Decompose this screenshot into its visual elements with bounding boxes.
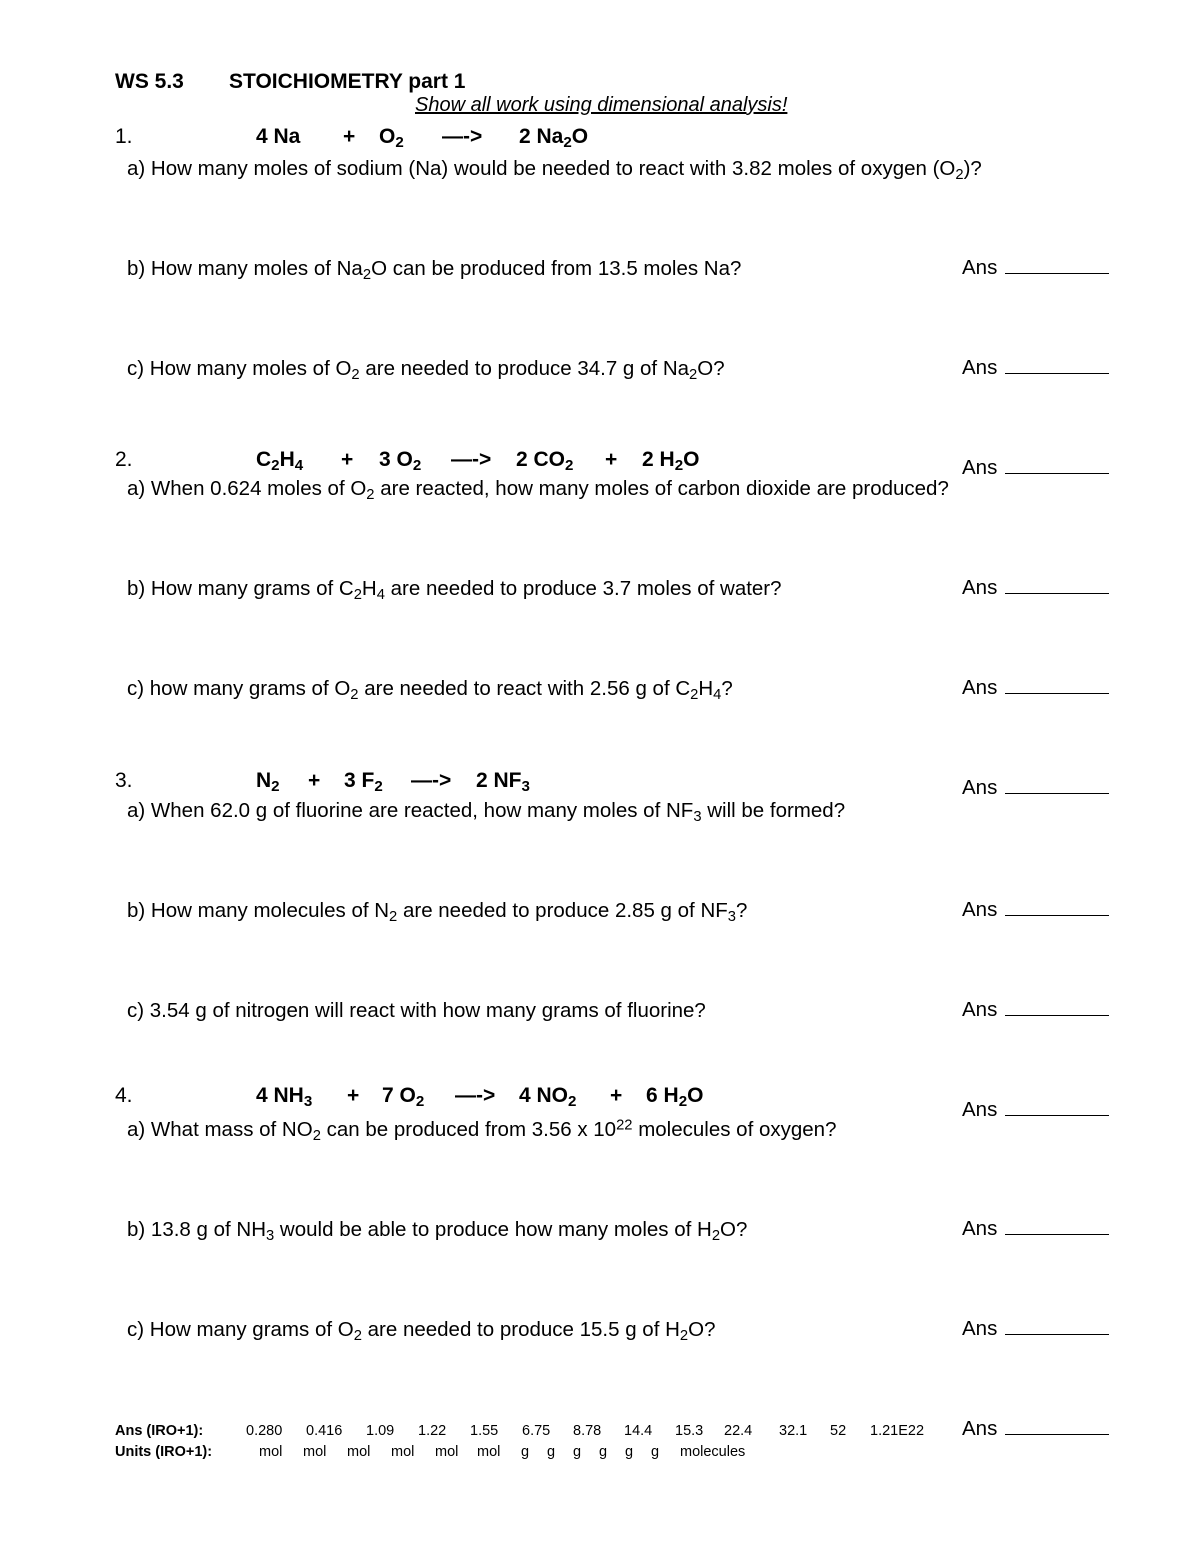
- units-key-label: Units (IRO+1):: [115, 1444, 213, 1460]
- problem-number: 2.: [115, 448, 133, 471]
- question-3b: b) How many molecules of $N_2$ are needed to produce 2.85 g of $NF_3$?: [127, 899, 748, 926]
- question-1c: c) How many moles of $O_2$ are needed to produce 34.7 g of $Na_2O$?: [127, 357, 725, 384]
- units-key-value: g: [521, 1444, 530, 1460]
- answer-blank-1b[interactable]: [962, 355, 1109, 380]
- question-3a: a) When 62.0 g of fluorine are reacted, how many moles of $NF_3$ will be formed?: [127, 799, 846, 826]
- reaction-equation: [0, 448, 1200, 476]
- reaction-arrow: —->: [442, 125, 483, 148]
- reaction-arrow: —->: [451, 448, 492, 471]
- answer-key-value: 8.78: [573, 1423, 602, 1439]
- answer-blank-3b[interactable]: [962, 997, 1109, 1022]
- answer-label: Ans: [962, 1217, 998, 1240]
- answer-line[interactable]: [1005, 675, 1109, 694]
- answer-line[interactable]: [1005, 1216, 1109, 1235]
- answer-label: Ans: [962, 1098, 998, 1121]
- plus-sign: +: [610, 1084, 623, 1107]
- answer-label: Ans: [962, 776, 998, 799]
- plus-sign: +: [308, 769, 321, 792]
- units-key-value: g: [625, 1444, 634, 1460]
- reaction-arrow: —->: [455, 1084, 496, 1107]
- chemical-term: 3 $O_2$: [379, 448, 422, 475]
- units-key-value: mol: [391, 1444, 415, 1460]
- units-key-value: g: [651, 1444, 660, 1460]
- answer-key-value: 1.21E22: [870, 1423, 925, 1439]
- answer-label: Ans: [962, 1417, 998, 1440]
- chemical-term: 4 Na: [256, 125, 301, 148]
- answer-label: Ans: [962, 898, 998, 921]
- question-3c: c) 3.54 g of nitrogen will react with how many grams of fluorine?: [127, 999, 706, 1022]
- chemical-term: 4 $NO_2$: [519, 1084, 577, 1111]
- chemical-term: 2 $CO_2$: [516, 448, 574, 475]
- answer-key-value: 0.280: [246, 1423, 283, 1439]
- plus-sign: +: [347, 1084, 360, 1107]
- chemical-term: $C_2H_4$: [256, 448, 304, 475]
- question-2b: b) How many grams of $C_2H_4$ are needed to produce 3.7 moles of water?: [127, 577, 782, 604]
- reaction-arrow: —->: [411, 769, 452, 792]
- answer-blank-4b[interactable]: [962, 1316, 1109, 1341]
- problem-number: 1.: [115, 125, 133, 148]
- worksheet-id: WS 5.3: [115, 70, 184, 93]
- chemical-term: $N_2$: [256, 769, 280, 796]
- question-4b: b) 13.8 g of $NH_3$ would be able to produce how many moles of $H_2O$?: [127, 1218, 748, 1245]
- answer-key-value: 15.3: [675, 1423, 704, 1439]
- units-key-value: mol: [347, 1444, 371, 1460]
- units-key-value: mol: [303, 1444, 327, 1460]
- instruction: Show all work using dimensional analysis!: [415, 94, 788, 116]
- answer-label: Ans: [962, 456, 998, 479]
- answer-key-value: 52: [830, 1423, 847, 1439]
- question-4c: c) How many grams of $O_2$ are needed to produce 15.5 g of $H_2O$?: [127, 1318, 716, 1345]
- answer-blank-3a[interactable]: [962, 897, 1109, 922]
- chemical-term: 2 $NF_3$: [476, 769, 530, 796]
- chemical-term: 6 $H_2O$: [646, 1084, 704, 1111]
- answer-blank-1a[interactable]: [962, 255, 1109, 280]
- answer-key-value: 1.55: [470, 1423, 499, 1439]
- question-1a: a) How many moles of sodium (Na) would be needed to react with 3.82 moles of oxygen $(O_2)$?: [127, 157, 982, 184]
- answer-key-row: [115, 1423, 1015, 1443]
- units-key-value: g: [547, 1444, 556, 1460]
- chemical-term: 7 $O_2$: [382, 1084, 425, 1111]
- answer-line[interactable]: [1005, 1416, 1109, 1435]
- answer-line[interactable]: [1005, 1316, 1109, 1335]
- answer-line[interactable]: [1005, 255, 1109, 274]
- answer-key-value: 14.4: [624, 1423, 653, 1439]
- question-2c: c) how many grams of $O_2$ are needed to react with 2.56 g of $C_2H_4$?: [127, 677, 733, 704]
- chemical-term: 2 $H_2O$: [642, 448, 700, 475]
- answer-line[interactable]: [1005, 997, 1109, 1016]
- answer-blank-2a[interactable]: [962, 575, 1109, 600]
- answer-key-value: 6.75: [522, 1423, 551, 1439]
- units-key-value: g: [599, 1444, 608, 1460]
- answer-label: Ans: [962, 676, 998, 699]
- answer-label: Ans: [962, 576, 998, 599]
- answer-key-value: 1.09: [366, 1423, 395, 1439]
- answer-key-value: 1.22: [418, 1423, 447, 1439]
- plus-sign: +: [605, 448, 618, 471]
- answer-label: Ans: [962, 1317, 998, 1340]
- answer-label: Ans: [962, 356, 998, 379]
- question-2a: a) When 0.624 moles of $O_2$ are reacted, how many moles of carbon dioxide are produced?: [127, 477, 949, 504]
- plus-sign: +: [343, 125, 356, 148]
- answer-line[interactable]: [1005, 575, 1109, 594]
- answer-blank-2b[interactable]: [962, 675, 1109, 700]
- units-key-value: mol: [477, 1444, 501, 1460]
- answer-key-label: Ans (IRO+1):: [115, 1423, 204, 1439]
- worksheet-title: STOICHIOMETRY part 1: [229, 70, 466, 93]
- units-key-value: molecules: [680, 1444, 746, 1460]
- answer-key-value: 32.1: [779, 1423, 808, 1439]
- units-key-value: mol: [435, 1444, 459, 1460]
- units-key-value: mol: [259, 1444, 283, 1460]
- question-1b: b) How many moles of $Na_2O$ can be produced from 13.5 moles Na?: [127, 257, 742, 284]
- problem-number: 3.: [115, 769, 133, 792]
- answer-label: Ans: [962, 998, 998, 1021]
- answer-label: Ans: [962, 256, 998, 279]
- chemical-term: 3 $F_2$: [344, 769, 383, 796]
- chemical-term: 4 $NH_3$: [256, 1084, 313, 1111]
- reaction-equation: [0, 769, 1200, 797]
- answer-line[interactable]: [1005, 897, 1109, 916]
- problem-number: 4.: [115, 1084, 133, 1107]
- units-key-value: g: [573, 1444, 582, 1460]
- reaction-equation: [0, 125, 1200, 153]
- answer-blank-4a[interactable]: [962, 1216, 1109, 1241]
- chemical-term: 2 $Na_2O$: [519, 125, 589, 152]
- answer-key-value: 0.416: [306, 1423, 343, 1439]
- reaction-equation: [0, 1084, 1200, 1112]
- chemical-term: $O_2$: [379, 125, 404, 152]
- plus-sign: +: [341, 448, 354, 471]
- answer-key-value: 22.4: [724, 1423, 753, 1439]
- answer-line[interactable]: [1005, 355, 1109, 374]
- units-key-row: [115, 1444, 1015, 1464]
- question-4a: a) What mass of $NO_2$ can be produced from 3.56 x $10^{22}$ molecules of oxygen?: [127, 1117, 837, 1145]
